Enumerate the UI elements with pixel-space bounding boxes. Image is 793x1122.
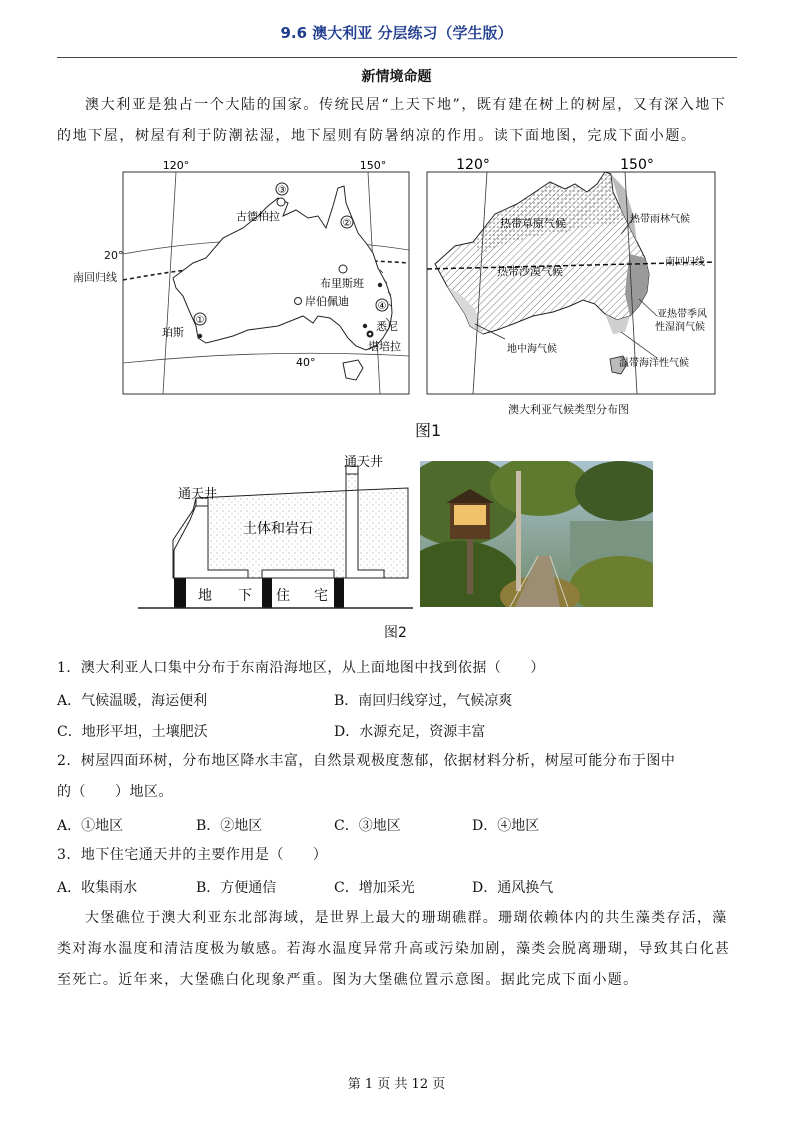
- treehouse-photo: [420, 461, 653, 607]
- question-1-option-b[interactable]: B．南回归线穿过，气候凉爽: [334, 693, 513, 709]
- map1-city-sydney: 悉尼: [376, 320, 398, 333]
- figure1-caption: 图1: [415, 421, 442, 440]
- map1-lat-20: 20°: [104, 249, 124, 262]
- map2-savanna: 热带草原气候: [500, 217, 566, 230]
- map2-desert: 热带沙漠气候: [497, 265, 563, 278]
- map2-tropic: 南回归线: [665, 257, 705, 268]
- diagram-house-char: 宅: [314, 588, 328, 604]
- section-title: 新情境命题: [361, 69, 432, 85]
- map1-city-perth: 珀斯: [162, 326, 184, 339]
- map1-tropic-label: 南回归线: [73, 271, 117, 284]
- question-2-option-a[interactable]: A．①地区: [57, 818, 124, 834]
- map2-mediterranean: 地中海气候: [507, 344, 557, 355]
- question-2-stem: 2．树屋四面环树，分布地区降水丰富，自然景观极度葱郁，依据材料分析，树屋可能分布于图中: [57, 753, 676, 769]
- header-divider: [57, 57, 737, 58]
- question-2-option-b[interactable]: B．②地区: [196, 818, 263, 834]
- diagram-shaft-left: 通天井: [178, 487, 218, 502]
- map2-rainforest: 热带雨林气候: [630, 214, 690, 225]
- question-1-option-d[interactable]: D．水源充足，资源丰富: [334, 724, 486, 740]
- question-3-option-c[interactable]: C．增加采光: [334, 880, 415, 896]
- diagram-house-char: 地: [198, 588, 212, 604]
- diagram-house-char: 下: [238, 588, 252, 604]
- map-australia-climate: [425, 154, 720, 400]
- map-australia-locations: [118, 158, 414, 398]
- map2-oceanic: 温带海洋性气候: [619, 358, 689, 369]
- map1-city-kanpei: 堪培拉: [368, 340, 401, 353]
- map1-city-gu: 古德柏拉: [236, 210, 280, 223]
- map2-lon-150: 150°: [620, 157, 654, 173]
- question-1-option-c[interactable]: C．地形平坦，土壤肥沃: [57, 724, 208, 740]
- question-3-option-d[interactable]: D．通风换气: [472, 880, 554, 896]
- header-title: 9.6 澳大利亚 分层练习（学生版）: [280, 24, 513, 42]
- question-3-option-a[interactable]: A．收集雨水: [57, 880, 138, 896]
- question-2-option-c[interactable]: C．③地区: [334, 818, 401, 834]
- question-1-stem: 1．澳大利亚人口集中分布于东南沿海地区，从上面地图中找到依据（ ）: [57, 660, 545, 676]
- question-2-stem-cont: 的（ ）地区。: [57, 784, 173, 800]
- map1-circle-3: ③: [277, 185, 287, 196]
- intro-paragraph: 澳大利亚是独占一个大陆的国家。传统民居“上天下地”，既有建在树上的树屋，又有深入地下的地下屋，树屋有利于防潮祛湿，地下屋则有防暑纳凉的作用。读下面地图，完成下面小题。: [57, 97, 727, 144]
- reef-paragraph: 大堡礁位于澳大利亚东北部海域，是世界上最大的珊瑚礁群。珊瑚依赖体内的共生藻类存活，藻类对海水温度和清洁度极为敏感。若海水温度异常升高或污染加剧，藻类会脱离珊瑚，导致其白化甚至死亡。近年来，大堡礁白化现象严重。图为大堡礁位置示意图。据此完成下面小题。: [57, 910, 731, 988]
- map1-circle-2: ②: [342, 218, 352, 229]
- map2-lon-120: 120°: [456, 157, 490, 173]
- map1-lon-120: 120°: [162, 159, 190, 172]
- map1-lon-150: 150°: [359, 159, 387, 172]
- question-3-option-b[interactable]: B．方便通信: [196, 880, 277, 896]
- page-footer: 第 1 页 共 12 页: [347, 1077, 446, 1092]
- map1-city-anbo: 岸伯佩迪: [305, 295, 349, 308]
- map1-lat-40: 40°: [296, 356, 316, 369]
- diagram-house-char: 住: [276, 588, 290, 604]
- map1-circle-1: ①: [195, 315, 205, 326]
- map2-subtropical-2: 性湿润气候: [655, 322, 705, 333]
- map1-circle-4: ④: [377, 301, 387, 312]
- map1-city-brisbane: 布里斯班: [320, 277, 364, 290]
- map2-subtropical-1: 亚热带季风: [657, 309, 707, 320]
- diagram-soil: 土体和岩石: [243, 521, 313, 537]
- underground-house-diagram: [138, 450, 413, 612]
- figure2-caption: 图2: [384, 625, 407, 641]
- question-2-option-d[interactable]: D．④地区: [472, 818, 540, 834]
- question-1-option-a[interactable]: A．气候温暖，海运便利: [57, 693, 208, 709]
- diagram-shaft-right: 通天井: [343, 455, 383, 470]
- question-3-stem: 3．地下住宅通天井的主要作用是（ ）: [57, 847, 328, 863]
- map2-caption: 澳大利亚气候类型分布图: [508, 403, 629, 416]
